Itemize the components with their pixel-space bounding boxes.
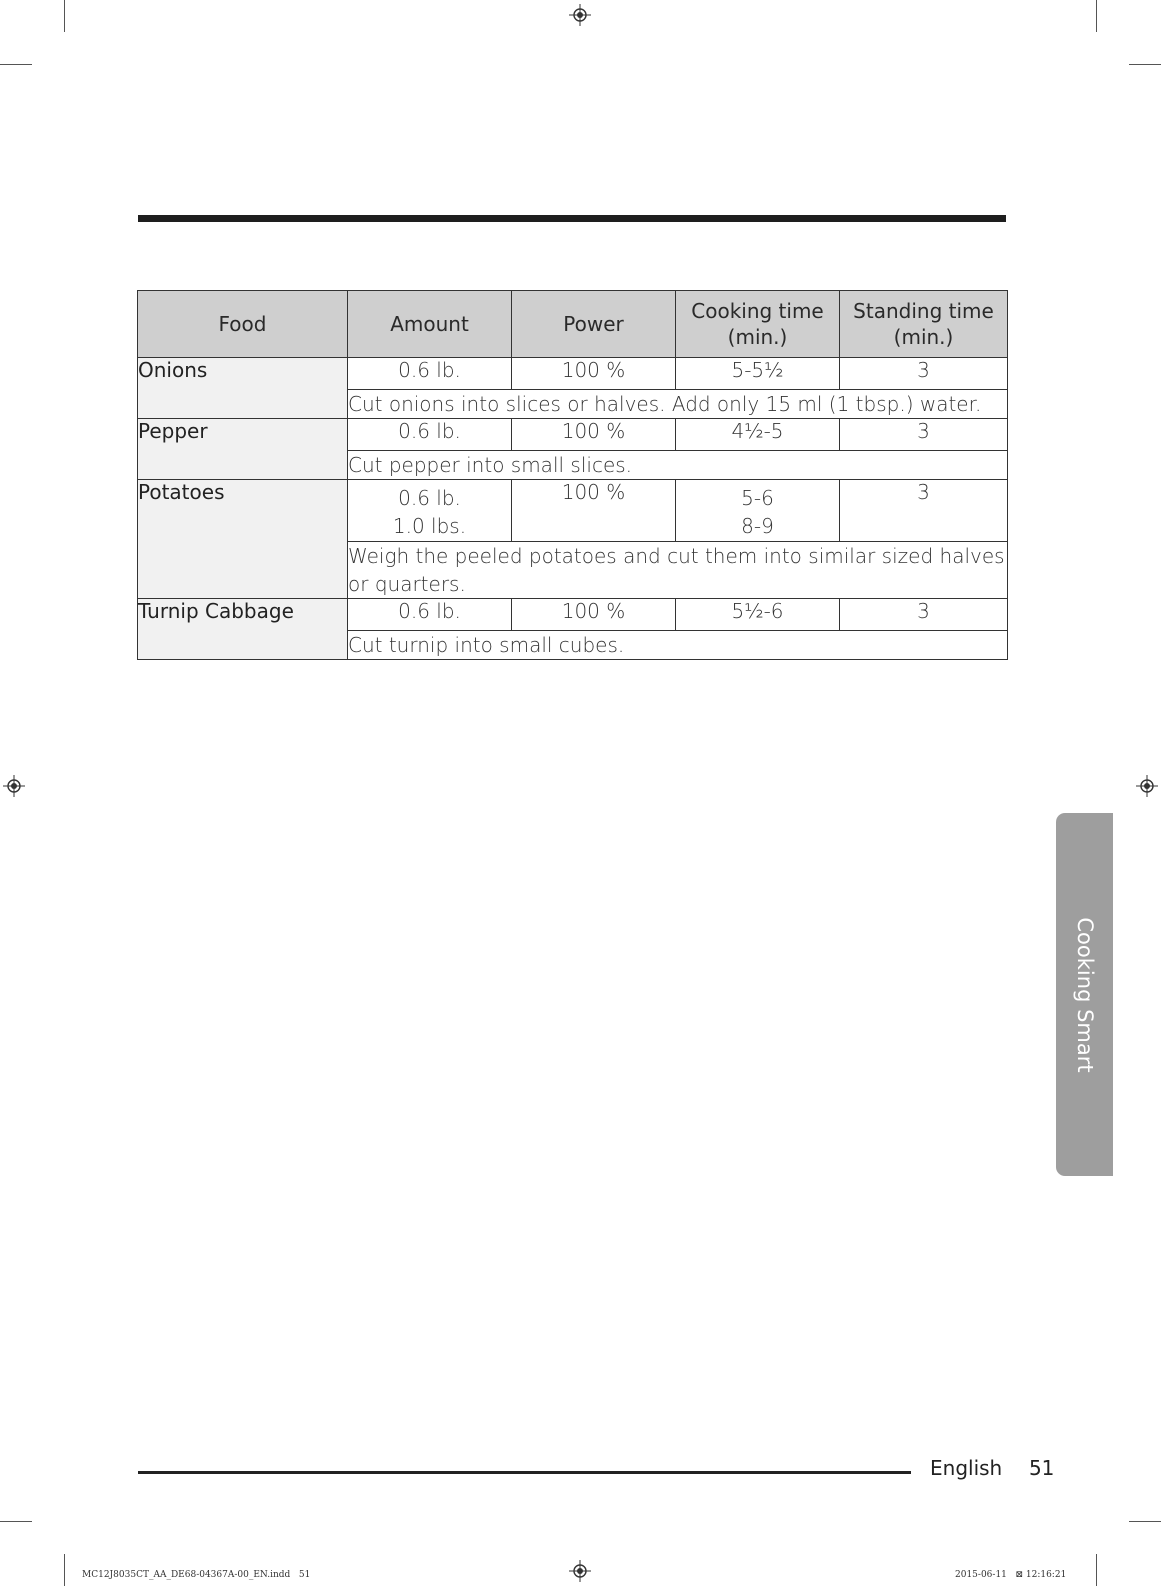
crop-mark — [1129, 64, 1161, 65]
crop-mark — [0, 64, 32, 65]
instruction-cell: Cut onions into slices or halves. Add only 15 ml (1 tbsp.) water. — [348, 390, 1008, 419]
section-tab — [1056, 813, 1113, 1176]
food-name: Pepper — [138, 419, 348, 480]
page-footer — [930, 1456, 1054, 1480]
table-row — [138, 599, 1008, 631]
top-rule — [138, 215, 1006, 222]
header-cooking-time: Cooking time (min.) — [676, 291, 840, 358]
power-cell: 100 % — [512, 358, 676, 390]
standing-time-cell: 3 — [840, 480, 1008, 542]
header-amount: Amount — [348, 291, 512, 358]
amount-cell: 0.6 lb. 1.0 lbs. — [348, 480, 512, 542]
footer-rule — [138, 1471, 911, 1474]
amount-cell: 0.6 lb. — [348, 599, 512, 631]
standing-time-cell: 3 — [840, 599, 1008, 631]
registration-mark-icon — [569, 4, 591, 26]
registration-mark-icon — [1136, 775, 1158, 797]
instruction-cell: Weigh the peeled potatoes and cut them into similar sized halves or quarters. — [348, 542, 1008, 599]
food-name: Onions — [138, 358, 348, 419]
cooking-time-cell: 5-5½ — [676, 358, 840, 390]
cooking-time-cell: 4½-5 — [676, 419, 840, 451]
page-number: 51 — [1028, 1456, 1055, 1480]
instruction-cell: Cut turnip into small cubes. — [348, 631, 1008, 660]
table-row — [138, 358, 1008, 390]
power-cell: 100 % — [512, 419, 676, 451]
standing-time-cell: 3 — [840, 419, 1008, 451]
registration-mark-icon — [3, 775, 25, 797]
instruction-cell: Cut pepper into small slices. — [348, 451, 1008, 480]
power-cell: 100 % — [512, 599, 676, 631]
print-slug-file: MC12J8035CT_AA_DE68-04367A-00_EN.indd 51 — [82, 1570, 311, 1580]
table-header-row — [138, 291, 1008, 358]
table-row — [138, 480, 1008, 542]
footer-language: English — [930, 1456, 1003, 1480]
cooking-time-cell: 5½-6 — [676, 599, 840, 631]
amount-cell: 0.6 lb. — [348, 358, 512, 390]
crop-mark — [64, 1554, 65, 1586]
table-row — [138, 419, 1008, 451]
print-slug-date: 2015-06-11 ⊠ 12:16:21 — [955, 1570, 1067, 1580]
crop-mark — [64, 0, 65, 32]
power-cell: 100 % — [512, 480, 676, 542]
crop-mark — [1096, 0, 1097, 32]
cooking-guide-table — [137, 290, 1008, 660]
crop-mark — [1129, 1521, 1161, 1522]
header-power: Power — [512, 291, 676, 358]
standing-time-cell: 3 — [840, 358, 1008, 390]
crop-mark — [0, 1521, 32, 1522]
registration-mark-icon — [569, 1560, 591, 1582]
header-food: Food — [138, 291, 348, 358]
cooking-time-cell: 5-6 8-9 — [676, 480, 840, 542]
food-name: Turnip Cabbage — [138, 599, 348, 660]
crop-mark — [1096, 1554, 1097, 1586]
section-tab-label: Cooking Smart — [1072, 916, 1097, 1073]
food-name: Potatoes — [138, 480, 348, 599]
amount-cell: 0.6 lb. — [348, 419, 512, 451]
header-standing-time: Standing time (min.) — [840, 291, 1008, 358]
